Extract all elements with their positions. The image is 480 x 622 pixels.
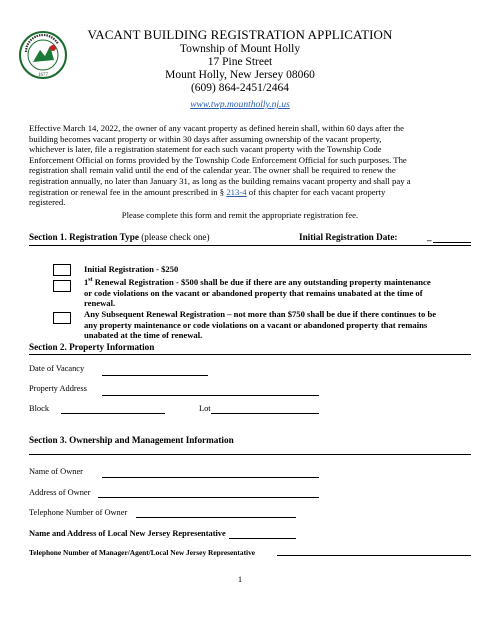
first-renewal-label: 1st Renewal Registration - $500 shall be due if there are any outstanding property maintenance or code violations on the vacant or abandoned property that remains unabated at the time of renewal.: [84, 277, 431, 308]
owner-phone-label: Telephone Number of Owner: [29, 508, 128, 517]
page-number: 1: [237, 574, 243, 584]
intro-line: Enforcement Official on forms provided by the Township Code Enforcement Official for such purposes. The: [29, 154, 407, 165]
intro-line: Effective March 14, 2022, the owner of any vacant property as defined herein shall, within 60 days after the: [29, 123, 404, 133]
local-rep-label: Name and Address of Local New Jersey Representative: [29, 529, 226, 538]
manager-phone-label: Telephone Number of Manager/Agent/Local New Jersey Representative: [29, 548, 256, 557]
intro-paragraph: [29, 123, 469, 208]
form-title: VACANT BUILDING REGISTRATION APPLICATION: [87, 27, 393, 42]
date-of-vacancy-label: Date of Vacancy: [29, 364, 85, 373]
initial-registration-checkbox[interactable]: [53, 264, 71, 276]
chapter-link[interactable]: 213-4: [226, 186, 247, 197]
instruction-text: Please complete this form and remit the appropriate registration fee.: [121, 210, 359, 220]
intro-line: registered.: [29, 197, 66, 208]
township-name: Township of Mount Holly: [179, 43, 301, 55]
section-divider: [29, 454, 471, 455]
intro-line: registration or renewal fee in the amount prescribed in § 213-4 of this chapter for each vacant property: [29, 186, 386, 197]
block-label: Block: [29, 404, 50, 413]
website-link[interactable]: www.twp.mountholly.nj.us: [190, 100, 290, 110]
owner-phone-field[interactable]: [136, 517, 296, 518]
subsequent-renewal-label: Any Subsequent Renewal Registration – not more than $750 shall be due if there continues to be any property maintenance or code violations on a vacant or abandoned property that remains unabated at the time of renewal.: [84, 309, 437, 340]
phone-number: (609) 864-2451/2464: [190, 82, 290, 94]
initial-date-field[interactable]: [433, 242, 471, 243]
property-address-field[interactable]: [102, 395, 319, 396]
street-address: 17 Pine Street: [207, 56, 273, 68]
section1-title: Section 1. Registration Type (please check one): [29, 232, 210, 242]
lot-field[interactable]: [211, 413, 319, 414]
initial-date-label: Initial Registration Date:: [299, 232, 398, 242]
initial-registration-label: Initial Registration - $250: [84, 264, 179, 274]
section-divider: [29, 354, 471, 355]
address-of-owner-label: Address of Owner: [29, 488, 91, 497]
section-divider: [29, 245, 471, 246]
intro-line: registration annually, no later than January 31, as long as the building remains vacant property and shall pay a: [29, 175, 411, 186]
subsequent-renewal-checkbox[interactable]: [53, 312, 71, 324]
date-of-vacancy-field[interactable]: [102, 375, 208, 376]
manager-phone-field[interactable]: [277, 555, 471, 556]
intro-line: registration shall remain valid until the end of the calendar year. The owner shall be required to renew the: [29, 165, 396, 176]
intro-line: whichever is later, file a registration statement for each such vacant property with the Township Code: [29, 144, 382, 155]
name-of-owner-label: Name of Owner: [29, 467, 83, 476]
block-field[interactable]: [61, 413, 165, 414]
property-address-label: Property Address: [29, 384, 87, 393]
intro-line: building becomes vacant property or within 30 days after assuming ownership of the vacant property,: [29, 133, 382, 144]
section3-title: Section 3. Ownership and Management Information: [29, 435, 234, 445]
local-rep-field[interactable]: [229, 538, 296, 539]
svg-text:1677: 1677: [38, 73, 48, 78]
initial-date-prefix: _: [427, 232, 432, 242]
lot-label: Lot: [199, 404, 211, 413]
address-of-owner-field[interactable]: [98, 497, 319, 498]
first-renewal-checkbox[interactable]: [53, 280, 71, 292]
name-of-owner-field[interactable]: [102, 477, 319, 478]
city-state-zip: Mount Holly, New Jersey 08060: [165, 69, 315, 81]
section2-title: Section 2. Property Information: [29, 342, 155, 352]
